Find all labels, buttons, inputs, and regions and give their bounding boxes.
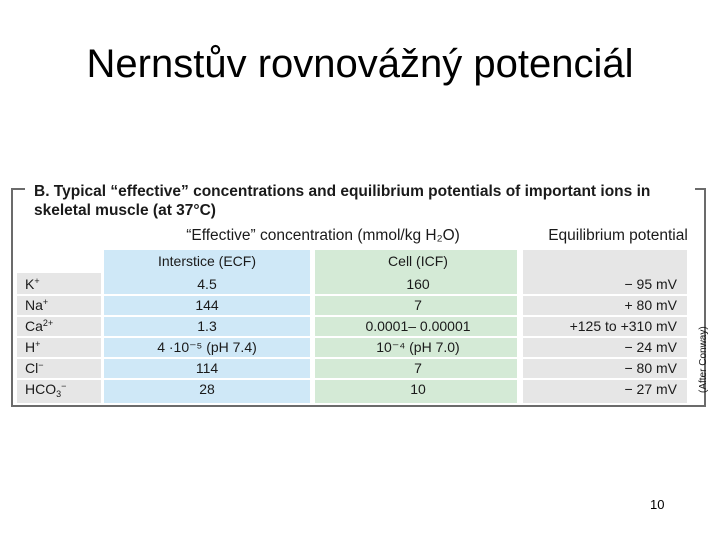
figure-heading: B. Typical “effective” concentrations and equilibrium potentials of important ions in skeletal muscle (at 37°C)	[34, 183, 651, 219]
ion-subscript: 3	[56, 389, 62, 399]
ecf-concentration: 4.5	[197, 276, 217, 292]
ion-symbol	[25, 295, 101, 315]
column-separator	[310, 250, 314, 403]
icf-concentration: 10⁻⁴ (pH 7.0)	[376, 339, 460, 355]
ecf-column-header: Interstice (ECF)	[157, 253, 256, 269]
concentration-header: “Effective” concentration (mmol/kg H₂O)	[186, 227, 460, 244]
ion-symbol	[25, 274, 101, 294]
icf-column-header: Cell (ICF)	[388, 253, 448, 269]
ion-symbol	[25, 316, 101, 336]
ion-symbol-text: HCO	[25, 381, 57, 397]
ion-charge: 2+	[42, 318, 54, 328]
ion-charge: +	[42, 297, 49, 307]
ion-charge: +	[34, 276, 40, 286]
frame-top-right	[695, 188, 706, 190]
ecf-concentration: 114	[195, 360, 219, 376]
ion-symbol-text: Ca	[25, 318, 43, 334]
equilibrium-potential: − 80 mV	[624, 360, 677, 376]
frame-top-left	[11, 188, 25, 190]
ion-symbol	[25, 379, 101, 399]
equilibrium-potential: + 80 mV	[624, 297, 677, 313]
icf-concentration: 7	[414, 360, 422, 376]
ion-symbol-text: Cl	[25, 360, 39, 376]
equilibrium-potential: − 24 mV	[624, 339, 677, 355]
ion-symbol	[25, 337, 101, 357]
page-number: 10	[650, 497, 665, 512]
ion-symbol-text: K	[25, 276, 35, 292]
ecf-concentration: 28	[199, 381, 215, 397]
ion-symbol-text: H	[25, 339, 36, 355]
ecf-concentration: 4 ·10⁻⁵ (pH 7.4)	[157, 339, 257, 355]
equilibrium-potential: − 27 mV	[624, 381, 677, 397]
ion-charge: +	[35, 339, 41, 349]
icf-concentration: 7	[414, 297, 422, 313]
icf-concentration: 10	[410, 381, 426, 397]
icf-concentration: 0.0001– 0.00001	[365, 318, 471, 334]
ecf-concentration: 1.3	[197, 318, 217, 334]
ion-symbol	[25, 358, 101, 378]
icf-concentration: 160	[406, 276, 430, 292]
ion-table-figure	[11, 183, 709, 408]
source-credit: (After Conway)	[698, 326, 709, 393]
ion-charge: −	[38, 360, 44, 370]
equilibrium-potential: +125 to +310 mV	[569, 318, 677, 334]
equilibrium-potential-header: Equilibrium potential	[548, 227, 688, 244]
equilibrium-potential: − 95 mV	[624, 276, 677, 292]
slide-title: Nernstův rovnovážný potenciál	[86, 42, 634, 86]
ion-charge: −	[61, 381, 67, 391]
ecf-concentration: 144	[195, 297, 219, 313]
ion-symbol-text: Na	[25, 297, 43, 313]
